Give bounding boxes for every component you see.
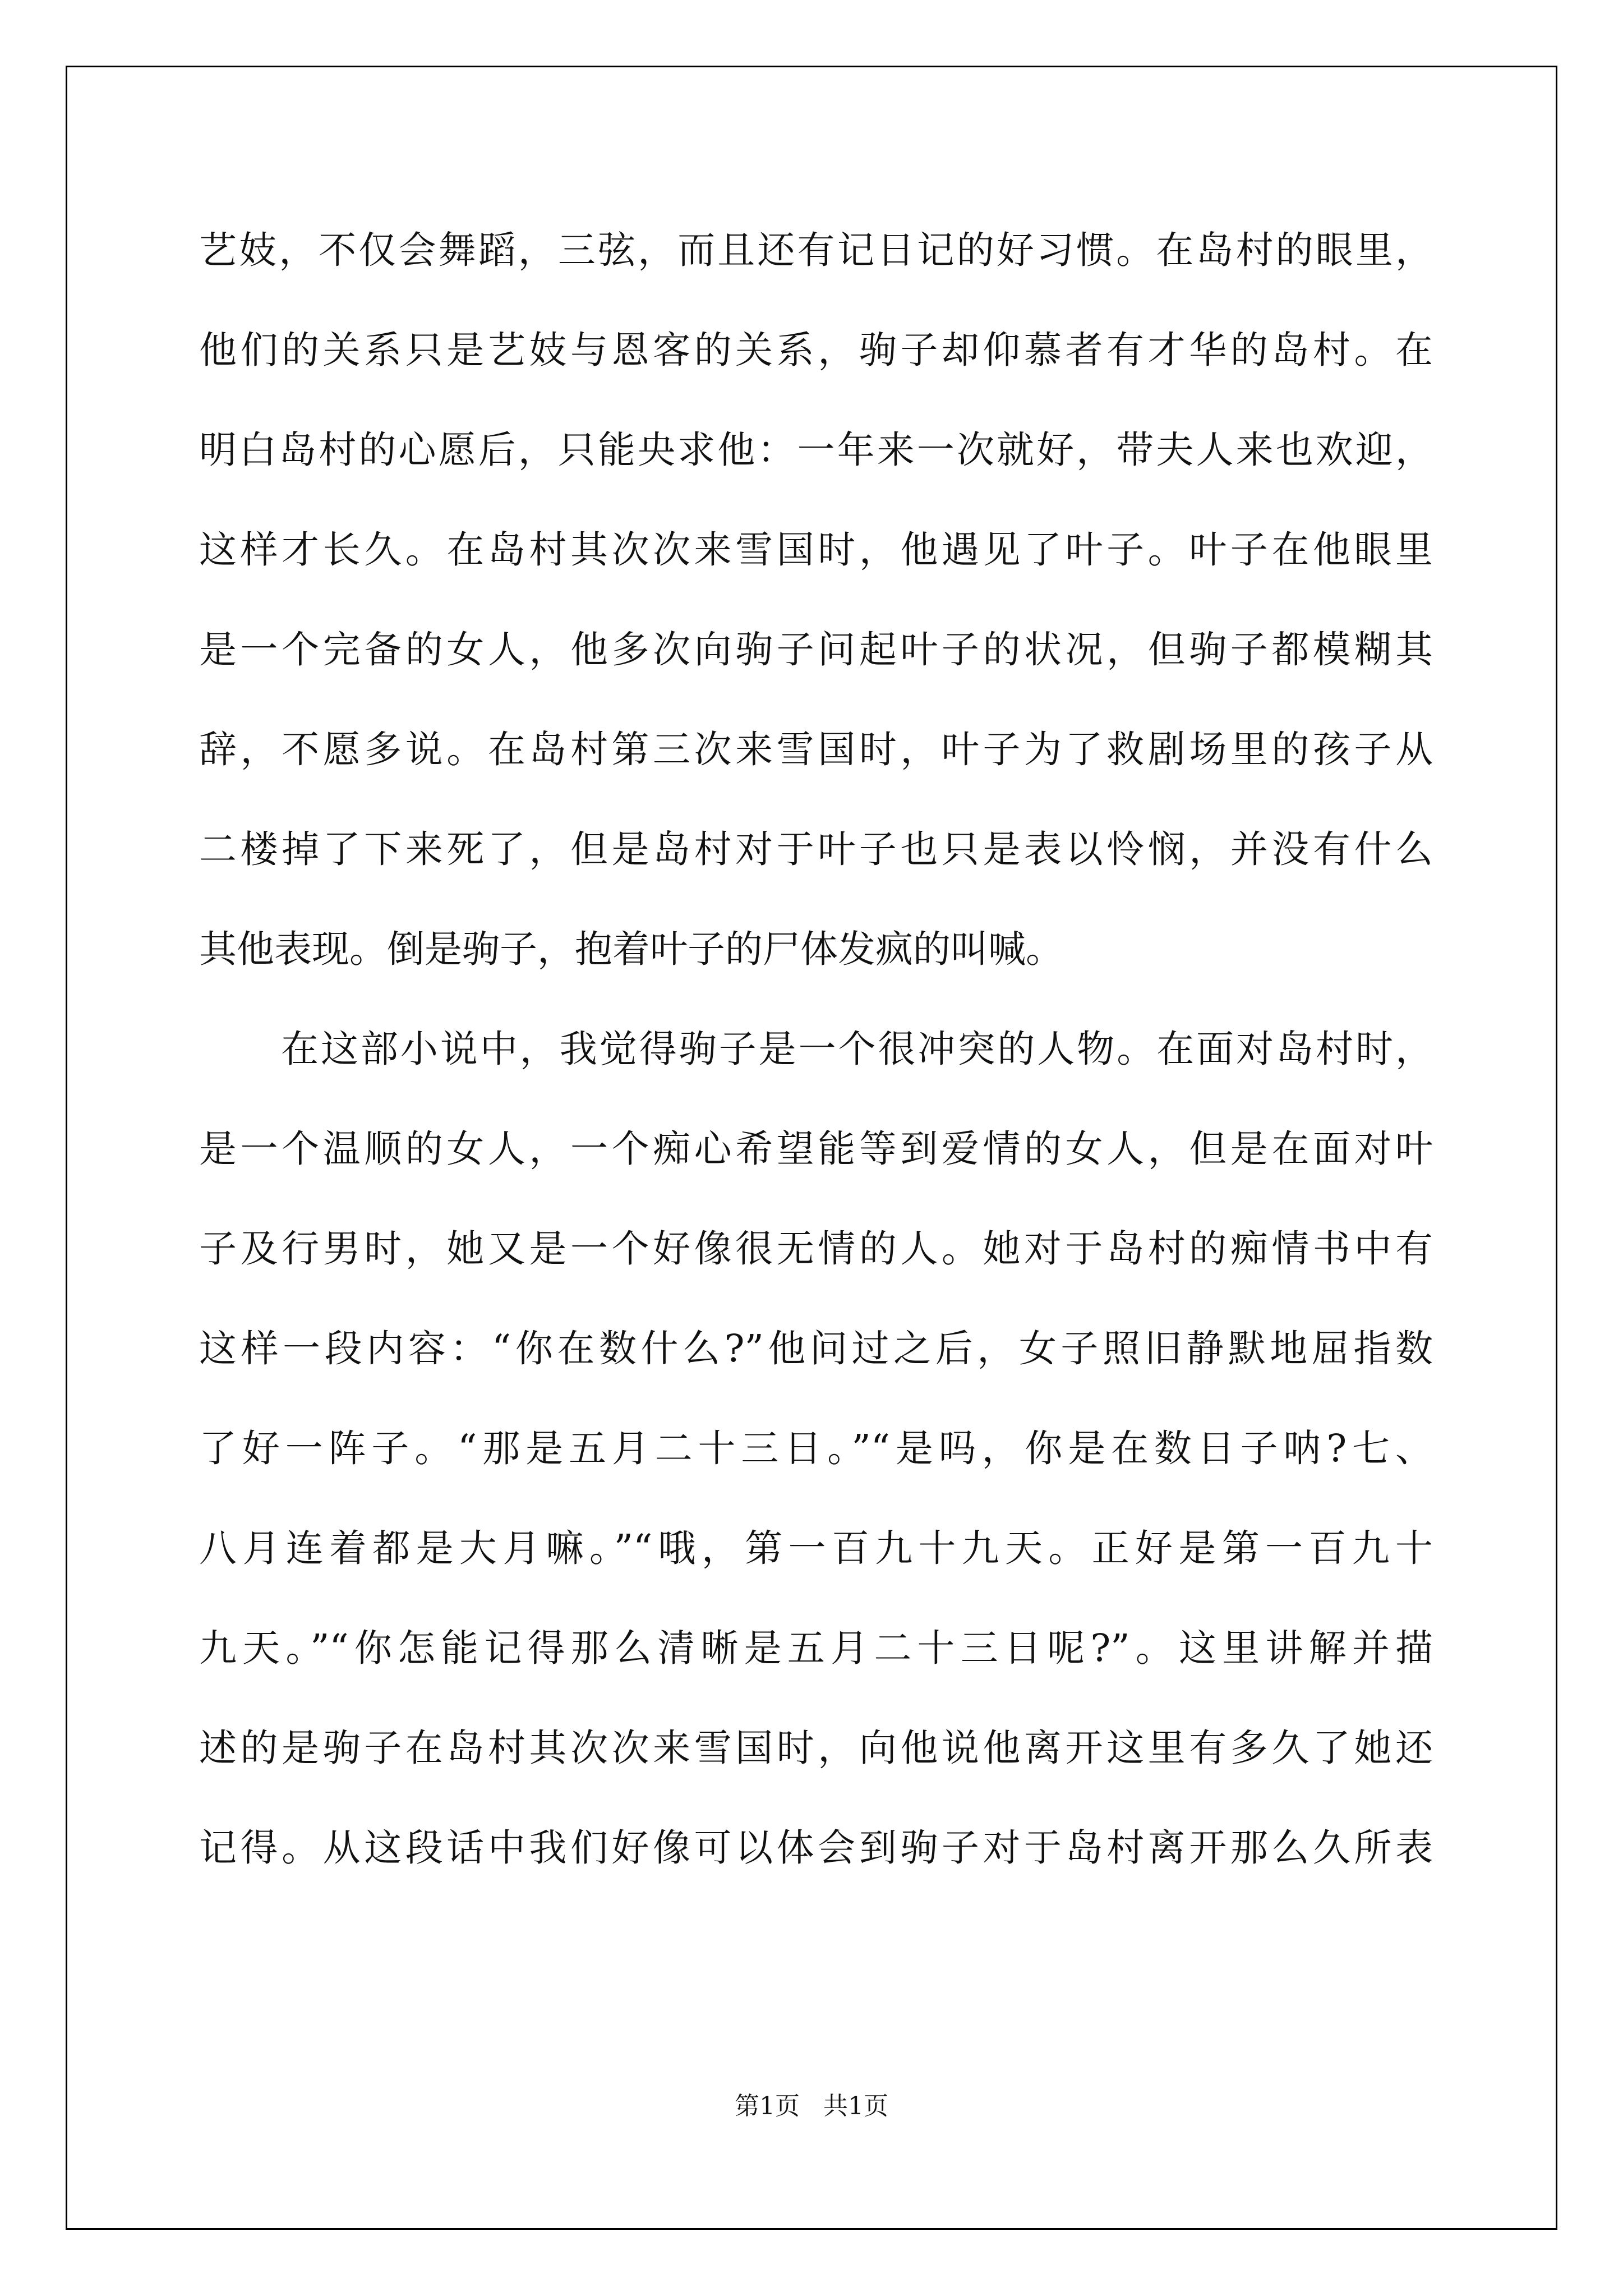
document-body bbox=[199, 200, 1433, 1898]
text-line-paragraph-start: 在这部小说中，我觉得驹子是一个很冲突的人物。在面对岛村时， bbox=[281, 1027, 1433, 1071]
text-line: 子及行男时，她又是一个好像很无情的人。她对于岛村的痴情书中有 bbox=[199, 1227, 1433, 1271]
text-line: 是一个温顺的女人，一个痴心希望能等到爱情的女人，但是在面对叶 bbox=[199, 1127, 1433, 1171]
text-line: 记得。从这段话中我们好像可以体会到驹子对于岛村离开那么久所表 bbox=[199, 1826, 1433, 1870]
text-line: 他们的关系只是艺妓与恩客的关系，驹子却仰慕者有才华的岛村。在 bbox=[199, 328, 1433, 372]
text-line: 这样才长久。在岛村其次次来雪国时，他遇见了叶子。叶子在他眼里 bbox=[199, 528, 1433, 572]
text-line-paragraph-end: 其他表现。倒是驹子，抱着叶子的尸体发疯的叫喊。 bbox=[199, 927, 1063, 971]
text-line: 九天。”“你怎能记得那么清晰是五月二十三日呢?”。这里讲解并描 bbox=[199, 1626, 1433, 1670]
text-line: 二楼掉了下来死了，但是岛村对于叶子也只是表以怜悯，并没有什么 bbox=[199, 827, 1433, 871]
text-line: 明白岛村的心愿后，只能央求他：一年来一次就好，带夫人来也欢迎， bbox=[199, 428, 1433, 472]
text-line: 艺妓，不仅会舞蹈，三弦，而且还有记日记的好习惯。在岛村的眼里， bbox=[199, 228, 1433, 272]
text-line: 述的是驹子在岛村其次次来雪国时，向他说他离开这里有多久了她还 bbox=[199, 1726, 1433, 1770]
text-line: 这样一段内容：“你在数什么?”他问过之后，女子照旧静默地屈指数 bbox=[199, 1327, 1433, 1370]
page-footer: 第1页 共1页 bbox=[735, 2092, 888, 2120]
text-line: 了好一阵子。“那是五月二十三日。”“是吗，你是在数日子呐?七、 bbox=[199, 1427, 1433, 1470]
text-line: 八月连着都是大月嘛。”“哦，第一百九十九天。正好是第一百九十 bbox=[199, 1526, 1433, 1570]
text-line: 是一个完备的女人，他多次向驹子问起叶子的状况，但驹子都模糊其 bbox=[199, 628, 1433, 671]
text-line: 辞，不愿多说。在岛村第三次来雪国时，叶子为了救剧场里的孩子从 bbox=[199, 728, 1433, 771]
